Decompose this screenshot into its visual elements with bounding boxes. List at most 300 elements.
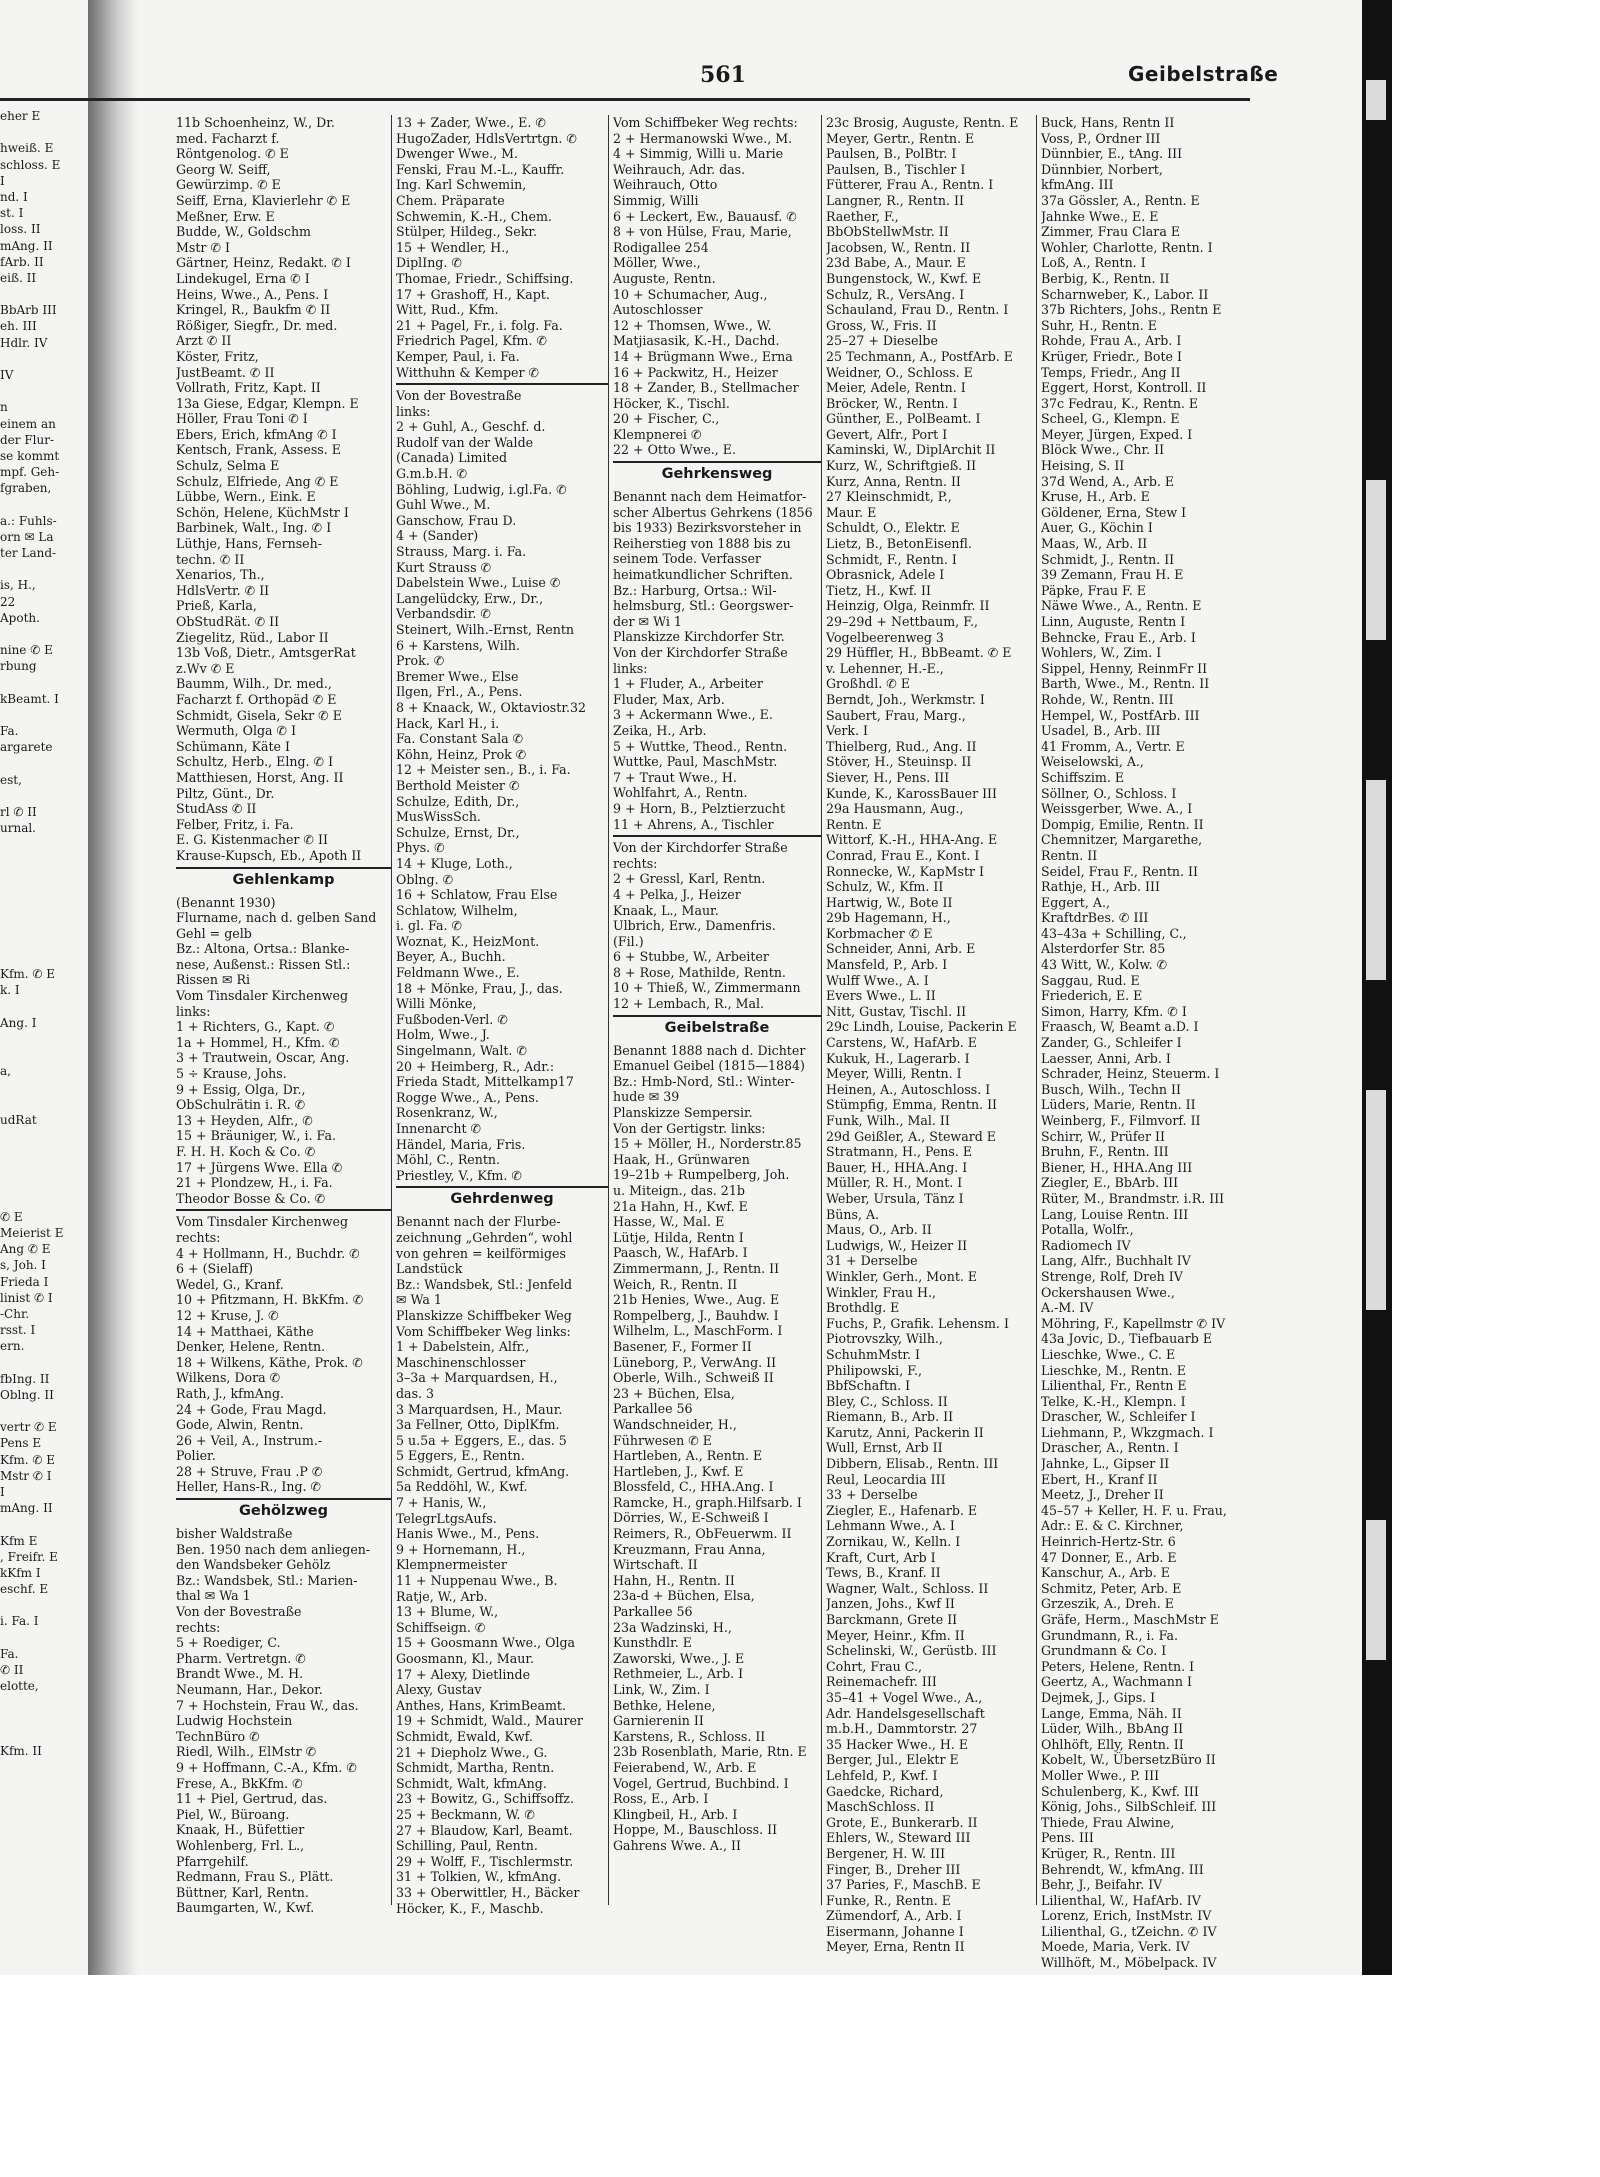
directory-entry: Chemnitzer, Margarethe,	[1041, 832, 1203, 848]
directory-entry: Geertz, A., Wachmann I	[1041, 1674, 1192, 1690]
directory-entry: Tietz, H., Kwf. II	[826, 582, 931, 598]
directory-entry: Raether, F.,	[826, 208, 899, 224]
directory-entry: 21 + Diepholz Wwe., G.	[396, 1744, 548, 1760]
directory-entry: Autoschlosser	[613, 302, 703, 318]
directory-entry: Meier, Adele, Rentn. I	[826, 380, 966, 396]
directory-entry: Lüder, Wilh., BbAng II	[1041, 1721, 1184, 1737]
directory-entry: Dwenger Wwe., M.	[396, 146, 519, 162]
directory-entry: Schulz, W., Kfm. II	[826, 879, 944, 895]
street-heading: Geibelstraße	[664, 1019, 770, 1036]
directory-entry: Dibbern, Elisab., Rentn. III	[826, 1456, 999, 1472]
directory-entry: 41 Fromm, A., Vertr. E	[1041, 738, 1185, 754]
directory-entry: Mansfeld, P., Arb. I	[826, 957, 948, 973]
fragment-line: eher E	[0, 109, 41, 123]
fragment-line	[0, 626, 86, 642]
directory-entry: 4 + Hollmann, H., Buchdr. ✆	[176, 1245, 360, 1261]
directory-column-1	[176, 115, 391, 1916]
directory-entry: Maus, O., Arb. II	[826, 1222, 932, 1238]
fragment-line: kKfm I	[0, 1565, 41, 1580]
directory-entry: 26 + Veil, A., Instrum.-	[176, 1432, 323, 1448]
directory-entry: 24 + Gode, Frau Magd.	[176, 1401, 327, 1417]
directory-entry: Ebers, Erich, kfmAng ✆ I	[176, 426, 337, 442]
directory-entry: Wuttke, Paul, MaschMstr.	[613, 754, 778, 770]
directory-entry: Gärtner, Heinz, Redakt. ✆ I	[176, 255, 351, 271]
directory-entry: Eggert, A.,	[1041, 894, 1110, 910]
running-head: Geibelstraße	[1128, 62, 1279, 86]
directory-entry: Schulenberg, K., Kwf. III	[1041, 1783, 1199, 1799]
directory-entry: Schrader, Heinz, Steuerm. I	[1041, 1066, 1220, 1082]
directory-entry: Günther, E., PolBeamt. I	[826, 411, 981, 427]
directory-entry: Lüthje, Hans, Fernseh-	[176, 536, 322, 552]
directory-entry: Schmidt, Martha, Rentn.	[396, 1760, 555, 1776]
fragment-line: eiß. II	[0, 270, 37, 285]
directory-entry: DiplIng. ✆	[396, 255, 462, 271]
directory-entry: Thielberg, Rud., Ang. II	[826, 738, 977, 754]
fragment-line: I	[0, 1484, 5, 1499]
directory-entry: Wandschneider, H.,	[613, 1416, 737, 1432]
directory-entry: Wohler, Charlotte, Rentn. I	[1041, 239, 1213, 255]
fragment-line	[0, 1727, 86, 1743]
directory-entry: Lilienthal, W., HafArb. IV	[1041, 1892, 1201, 1908]
directory-entry: 4 + (Sander)	[396, 528, 479, 544]
directory-entry: Wulff Wwe., A. I	[826, 972, 929, 988]
directory-entry: Cohrt, Frau C.,	[826, 1658, 922, 1674]
directory-entry: 5a Reddöhl, W., Kwf.	[396, 1479, 528, 1495]
directory-entry: Barbinek, Walt., Ing. ✆ I	[176, 520, 332, 536]
fragment-line: Ang ✆ E	[0, 1242, 51, 1257]
fragment-line: rl ✆ II	[0, 805, 37, 820]
directory-entry: Wull, Ernst, Arb II	[826, 1440, 943, 1456]
directory-entry: Näwe Wwe., A., Rentn. E	[1041, 598, 1202, 614]
directory-column-4	[826, 115, 1036, 1955]
book-gutter	[88, 0, 138, 1975]
fragment-line	[0, 497, 86, 513]
fragment-line: Apoth.	[0, 610, 40, 625]
directory-entry: Zander, G., Schleifer I	[1041, 1035, 1182, 1051]
fragment-line	[0, 885, 86, 901]
directory-entry: Piel, W., Büroang.	[176, 1806, 290, 1822]
directory-entry: 37d Wend, A., Arb. E	[1041, 473, 1175, 489]
directory-entry: Rathje, H., Arb. III	[1041, 879, 1160, 895]
fragment-line: IV	[0, 368, 14, 382]
directory-entry: König, Johs., SilbSchleif. III	[1041, 1799, 1217, 1815]
directory-entry: Ratje, W., Arb.	[396, 1588, 488, 1604]
directory-entry: Lindekugel, Erna ✆ I	[176, 270, 310, 286]
directory-entry: Evers Wwe., L. II	[826, 988, 936, 1004]
directory-entry: Höcker, K., F., Maschb.	[396, 1900, 544, 1916]
directory-entry: Hack, Karl H., i.	[396, 715, 500, 731]
directory-entry: Woznat, K., HeizMont.	[396, 933, 540, 949]
directory-entry: Sippel, Henny, ReinmFr II	[1041, 660, 1208, 676]
directory-entry: Schmidt, J., Rentn. II	[1041, 551, 1175, 567]
directory-entry: Wohlers, W., Zim. I	[1041, 645, 1162, 661]
directory-entry: Reinemachefr. III	[826, 1674, 937, 1690]
section-rule	[613, 1015, 821, 1017]
directory-entry: ✉ Wa 1	[396, 1292, 442, 1308]
directory-entry: 23d Babe, A., Maur. E	[826, 255, 966, 271]
directory-entry: Busch, Wilh., Techn II	[1041, 1081, 1182, 1097]
directory-entry: Barckmann, Grete II	[826, 1612, 958, 1627]
directory-entry: Prieß, Karla,	[176, 598, 257, 614]
fragment-line: fbIng. II	[0, 1371, 50, 1386]
directory-entry: 27 Kleinschmidt, P.,	[826, 489, 952, 505]
directory-entry: 47 Donner, E., Arb. E	[1041, 1549, 1177, 1565]
directory-entry: Adr. Handelsgesellschaft	[826, 1705, 985, 1721]
directory-entry: Gevert, Alfr., Port I	[826, 426, 948, 442]
directory-entry: Thiede, Frau Alwine,	[1041, 1814, 1175, 1830]
directory-entry: Knaak, H., Büfettier	[176, 1822, 305, 1838]
directory-entry: 5 + Wuttke, Theod., Rentn.	[613, 738, 788, 754]
directory-entry: 19 + Schmidt, Wald., Maurer	[396, 1713, 583, 1729]
directory-entry: Müller, R. H., Mont. I	[826, 1175, 963, 1191]
fragment-line	[0, 756, 86, 772]
section-rule	[613, 461, 821, 463]
fragment-line: Kfm E	[0, 1533, 38, 1548]
fragment-line: Oblng. II	[0, 1387, 54, 1402]
directory-entry: Dünnbier, Norbert,	[1041, 161, 1163, 177]
directory-entry: Lieschke, M., Rentn. E	[1041, 1362, 1186, 1378]
directory-entry: Pharm. Vertretgn. ✆	[176, 1650, 306, 1666]
directory-entry: 35–41 + Vogel Wwe., A.,	[826, 1689, 983, 1705]
directory-entry: Höller, Frau Toni ✆ I	[176, 411, 308, 427]
directory-entry: 1 + Dabelstein, Alfr.,	[396, 1339, 530, 1355]
directory-entry: 12 + Lembach, R., Mal.	[613, 996, 765, 1012]
directory-entry: Finger, B., Dreher III	[826, 1861, 961, 1877]
directory-entry: Maschinenschlosser	[396, 1354, 526, 1370]
directory-entry: Bz.: Wandsbek, Stl.: Jenfeld	[396, 1276, 573, 1292]
directory-entry: Knaak, L., Maur.	[613, 902, 719, 918]
directory-entry: Usadel, B., Arb. III	[1041, 723, 1161, 739]
directory-entry: 11 + Ahrens, A., Tischler	[613, 816, 774, 832]
directory-entry: Stümpfig, Emma, Rentn. II	[826, 1097, 998, 1113]
directory-entry: Heising, S. II	[1041, 458, 1125, 474]
street-heading: Gehrkensweg	[661, 466, 773, 483]
directory-entry: Kraft, Curt, Arb I	[826, 1549, 936, 1565]
directory-entry: Dompig, Emilie, Rentn. II	[1041, 816, 1204, 832]
directory-entry: Weihrauch, Adr. das.	[613, 161, 746, 177]
directory-entry: Paasch, W., HafArb. I	[613, 1245, 748, 1261]
fragment-line: 22	[0, 594, 16, 609]
directory-entry: Weber, Ursula, Tänz I	[826, 1190, 964, 1206]
directory-entry: Schulz, Selma E	[176, 458, 280, 474]
directory-entry: Bz.: Harburg, Ortsa.: Wil-	[613, 582, 777, 598]
directory-entry: Landstück	[396, 1261, 463, 1277]
directory-entry: 43a Jovic, D., Tiefbauarb E	[1041, 1331, 1213, 1347]
directory-entry: 6 + Karstens, Wilh.	[396, 637, 520, 653]
directory-entry: bisher Waldstraße	[176, 1526, 293, 1542]
directory-entry: 23 + Bowitz, G., Schiffsoffz.	[396, 1791, 574, 1807]
directory-entry: Schmidt, Ewald, Kwf.	[396, 1728, 533, 1744]
directory-entry: Kruse, H., Arb. E	[1041, 489, 1150, 505]
directory-entry: 2 + Gressl, Karl, Rentn.	[613, 871, 766, 887]
directory-entry: Bröcker, W., Rentn. I	[826, 395, 958, 411]
directory-entry: heimatkundlicher Schriften.	[613, 567, 793, 583]
directory-entry: Zimmermann, J., Rentn. II	[613, 1260, 780, 1276]
directory-entry: Wilhelm, L., MaschForm. I	[613, 1323, 783, 1339]
fragment-line	[0, 901, 86, 917]
directory-entry: 7 + Hanis, W.,	[396, 1495, 487, 1511]
directory-entry: Chem. Präparate	[396, 192, 505, 208]
directory-entry: BbfSchaftn. I	[826, 1378, 911, 1394]
directory-entry: Temps, Friedr., Ang II	[1041, 364, 1181, 380]
directory-entry: Paulsen, B., PolBtr. I	[826, 146, 957, 162]
directory-entry: 29 Hüffler, H., BbBeamt. ✆ E	[826, 645, 1012, 661]
directory-entry: Willi Mönke,	[396, 996, 477, 1012]
directory-entry: Feierabend, W., Arb. E	[613, 1759, 757, 1775]
directory-entry: Vollrath, Fritz, Kapt. II	[176, 380, 321, 396]
directory-entry: Rosenkranz, W.,	[396, 1105, 498, 1121]
directory-entry: Oberle, Wilh., Schweiß II	[613, 1370, 774, 1386]
directory-entry: Rissen ✉ Ri	[176, 972, 251, 988]
fragment-line: udRat	[0, 1112, 37, 1127]
directory-entry: Ziegler, E., Hafenarb. E	[826, 1502, 978, 1518]
directory-entry: 22 + Otto Wwe., E.	[613, 442, 736, 458]
directory-entry: Bz.: Hmb-Nord, Stl.: Winter-	[613, 1073, 795, 1089]
directory-entry: Pfarrgehilf.	[176, 1853, 249, 1869]
directory-entry: Drascher, W., Schleifer I	[1041, 1409, 1196, 1425]
directory-entry: Dünnbier, E., tAng. III	[1041, 146, 1183, 162]
directory-entry: Witt, Rud., Kfm.	[396, 302, 499, 318]
directory-entry: Matthiesen, Horst, Ang. II	[176, 769, 344, 785]
directory-entry: Schlatow, Wilhelm,	[396, 902, 518, 918]
directory-entry: Baumm, Wilh., Dr. med.,	[176, 676, 332, 692]
directory-entry: Rodigallee 254	[613, 239, 709, 255]
directory-entry: Stülper, Hildeg., Sekr.	[396, 224, 537, 240]
directory-entry: Blöck Wwe., Chr. II	[1041, 442, 1165, 458]
directory-entry: Lieschke, Wwe., C. E	[1041, 1346, 1176, 1362]
fragment-line: st. I	[0, 206, 24, 221]
directory-entry: Schön, Helene, KüchMstr I	[176, 504, 349, 520]
column-divider	[608, 115, 609, 1905]
directory-entry: Reul, Leocardia III	[826, 1471, 946, 1487]
fragment-line	[0, 351, 86, 367]
directory-entry: Planskizze Sempersir.	[613, 1105, 753, 1121]
directory-entry: Kurz, W., Schriftgieß. II	[826, 458, 977, 474]
directory-entry: Jacobsen, W., Rentn. II	[826, 239, 971, 255]
directory-entry: Rohde, Frau A., Arb. I	[1041, 333, 1182, 349]
directory-entry: Gode, Alwin, Rentn.	[176, 1417, 304, 1433]
directory-entry: Berbig, K., Rentn. II	[1041, 270, 1170, 286]
directory-entry: Brandt Wwe., M. H.	[176, 1666, 304, 1682]
directory-entry: HugoZader, HdlsVertrtgn. ✆	[396, 130, 577, 146]
directory-entry: Theodor Bosse & Co. ✆	[176, 1190, 326, 1206]
directory-entry: Päpke, Frau F. E	[1041, 582, 1146, 598]
directory-entry: Goosmann, Kl., Maur.	[396, 1651, 534, 1666]
directory-entry: F. H. H. Koch & Co. ✆	[176, 1144, 316, 1159]
directory-entry: Guhl Wwe., M.	[396, 497, 491, 513]
directory-entry: Gahrens Wwe. A., II	[613, 1837, 741, 1853]
directory-entry: Ing. Karl Schwemin,	[396, 177, 527, 193]
fragment-line	[0, 1193, 86, 1209]
directory-entry: Kunsthdlr. E	[613, 1635, 692, 1651]
directory-entry: Schiffseign. ✆	[396, 1619, 486, 1635]
directory-entry: MaschSchloss. II	[826, 1799, 935, 1815]
fragment-line	[0, 853, 86, 869]
directory-entry: 14 + Brügmann Wwe., Erna	[613, 348, 793, 364]
directory-entry: Fußboden-Verl. ✆	[396, 1011, 508, 1027]
fragment-line	[0, 934, 86, 950]
directory-entry: Karutz, Anni, Packerin II	[826, 1424, 984, 1440]
directory-entry: Möhl, C., Rentn.	[396, 1152, 501, 1168]
directory-entry: 8 + Knaack, W., Oktaviostr.32	[396, 699, 586, 715]
directory-entry: Führwesen ✆ E	[613, 1432, 712, 1448]
fragment-line	[0, 1516, 86, 1532]
directory-entry: Wohlfahrt, A., Rentn.	[613, 785, 748, 801]
directory-entry: Ockershausen Wwe.,	[1041, 1284, 1175, 1300]
directory-entry: Grzeszik, A., Dreh. E	[1041, 1596, 1174, 1612]
fragment-line: elotte,	[0, 1679, 39, 1694]
directory-entry: Von der Kirchdorfer Straße	[613, 645, 788, 660]
directory-entry: StudAss ✆ II	[176, 801, 257, 817]
directory-entry: Simmig, Willi	[613, 192, 699, 208]
street-heading: Gehölzweg	[238, 1503, 329, 1520]
directory-entry: 3 + Ackermann Wwe., E.	[613, 707, 773, 723]
directory-entry: 39 Zemann, Frau H. E	[1041, 567, 1184, 583]
directory-entry: Emanuel Geibel (1815—1884)	[613, 1058, 805, 1074]
directory-entry: 7 + Hochstein, Frau W., das.	[176, 1697, 359, 1713]
directory-entry: links:	[176, 1003, 211, 1019]
directory-entry: Priestley, V., Kfm. ✆	[396, 1167, 522, 1183]
fragment-line: Pens E	[0, 1436, 42, 1451]
directory-entry: Witthuhn & Kemper ✆	[396, 364, 540, 380]
directory-entry: Dörries, W., E-Schweiß I	[613, 1510, 769, 1526]
fragment-line	[0, 286, 86, 302]
directory-entry: Buck, Hans, Rentn II	[1041, 115, 1175, 130]
directory-entry: Prok. ✆	[396, 653, 445, 669]
directory-entry: Berthold Meister ✆	[396, 777, 520, 793]
fragment-line: mpf. Geh-	[0, 465, 60, 480]
directory-entry: 4 + Pelka, J., Heizer	[613, 886, 741, 902]
directory-entry: Siever, H., Pens. III	[826, 769, 950, 785]
directory-entry: Wermuth, Olga ✆ I	[176, 723, 297, 739]
directory-entry: Schmidt, Gertrud, kfmAng.	[396, 1463, 570, 1479]
directory-entry: Behrendt, W., kfmAng. III	[1041, 1861, 1204, 1877]
directory-entry: 9 + Essig, Olga, Dr.,	[176, 1081, 306, 1097]
directory-entry: Ilgen, Frl., A., Pens.	[396, 684, 523, 700]
directory-entry: Eisermann, Johanne I	[826, 1923, 964, 1939]
fragment-line: ✆ II	[0, 1663, 24, 1677]
directory-entry: Göldener, Erna, Stew I	[1041, 504, 1187, 520]
directory-entry: Seiff, Erna, Klavierlehr ✆ E	[176, 192, 351, 208]
directory-entry: 33 + Derselbe	[826, 1487, 918, 1503]
directory-entry: 5 u.5a + Eggers, E., das. 5	[396, 1432, 567, 1448]
directory-entry: Haak, H., Grünwaren	[613, 1151, 750, 1167]
directory-entry: zeichnung „Gehrden“, wohl	[396, 1229, 573, 1245]
directory-entry: 3 Marquardsen, H., Maur.	[396, 1401, 563, 1417]
directory-entry: (Benannt 1930)	[176, 894, 276, 910]
directory-entry: 4 + Simmig, Willi u. Marie	[613, 146, 784, 162]
fragment-line	[0, 124, 86, 140]
left-page-fragment	[0, 108, 86, 1759]
directory-entry: 14 + Matthaei, Käthe	[176, 1323, 314, 1339]
directory-entry: G.m.b.H. ✆	[396, 466, 468, 482]
directory-entry: Thomae, Friedr., Schiffsing.	[396, 270, 574, 286]
directory-entry: 33 + Oberwittler, H., Bäcker	[396, 1884, 580, 1900]
section-rule	[176, 867, 391, 869]
directory-entry: Schelinski, W., Gerüstb. III	[826, 1643, 997, 1659]
directory-entry: kfmAng. III	[1041, 177, 1114, 193]
directory-entry: Heinen, A., Autoschloss. I	[826, 1081, 991, 1097]
fragment-line: nd. I	[0, 189, 28, 204]
directory-entry: 1 + Fluder, A., Arbeiter	[613, 676, 763, 692]
directory-entry: Meyer, Gertr., Rentn. E	[826, 130, 975, 146]
directory-entry: 27 + Blaudow, Karl, Beamt.	[396, 1822, 573, 1838]
fragment-line: Hdlr. IV	[0, 335, 48, 350]
directory-entry: 11b Schoenheinz, W., Dr.	[176, 115, 335, 130]
directory-entry: 31 + Derselbe	[826, 1253, 918, 1269]
directory-entry: Georg W. Seiff,	[176, 161, 271, 177]
directory-column-3	[613, 115, 821, 1854]
directory-entry: Vogelbeerenweg 3	[826, 629, 944, 645]
directory-entry: JustBeamt. ✆ II	[176, 364, 275, 380]
directory-entry: Von der Bovestraße	[176, 1604, 302, 1620]
directory-entry: Wilkens, Dora ✆	[176, 1370, 281, 1386]
fragment-line	[0, 869, 86, 885]
directory-entry: 16 + Packwitz, H., Heizer	[613, 364, 778, 380]
directory-entry: Kurz, Anna, Rentn. II	[826, 473, 961, 489]
fragment-line: , Freifr. E	[0, 1549, 58, 1564]
directory-entry: Dejmek, J., Gips. I	[1041, 1689, 1156, 1705]
directory-entry: Frese, A., BkKfm. ✆	[176, 1775, 303, 1791]
directory-entry: Heller, Hans-R., Ing. ✆	[176, 1479, 322, 1495]
directory-entry: Schilling, Paul, Rentn.	[396, 1838, 538, 1854]
directory-entry: 43–43a + Schilling, C.,	[1041, 925, 1187, 941]
directory-entry: links:	[613, 660, 648, 676]
directory-entry: thal ✉ Wa 1	[176, 1588, 251, 1604]
directory-entry: Schmitz, Peter, Arb. E	[1041, 1580, 1182, 1596]
directory-entry: 9 + Horn, B., Pelztierzucht	[613, 800, 786, 816]
directory-entry: Kemper, Paul, i. Fa.	[396, 348, 520, 364]
directory-entry: Weich, R., Rentn. II	[613, 1276, 738, 1292]
directory-entry: Kaminski, W., DiplArchit II	[826, 442, 996, 458]
fragment-line: Kfm. ✆ E	[0, 1452, 56, 1467]
fragment-line: fArb. II	[0, 254, 44, 269]
directory-entry: Schmidt, Gisela, Sekr ✆ E	[176, 707, 342, 723]
directory-entry: Rentn. E	[826, 816, 882, 832]
directory-entry: Gaedcke, Richard,	[826, 1783, 944, 1799]
directory-entry: Lehfeld, P., Kwf. I	[826, 1767, 938, 1783]
directory-entry: Bauer, H., HHA.Ang. I	[826, 1159, 968, 1175]
directory-entry: Berndt, Joh., Werkmstr. I	[826, 691, 985, 707]
directory-entry: der ✉ Wi 1	[613, 613, 682, 629]
section-rule	[396, 383, 608, 385]
fragment-line: Meierist E	[0, 1225, 64, 1240]
directory-entry: Rentn. II	[1041, 847, 1098, 863]
directory-entry: Planskizze Kirchdorfer Str.	[613, 629, 785, 645]
directory-entry: 23 + Büchen, Elsa,	[613, 1385, 735, 1401]
directory-entry: Jahnke Wwe., E. E	[1041, 208, 1159, 224]
directory-entry: 17 + Grashoff, H., Kapt.	[396, 286, 550, 302]
directory-entry: 29d Geißler, A., Steward E	[826, 1128, 996, 1144]
directory-entry: Bruhn, F., Rentn. III	[1041, 1144, 1169, 1160]
directory-entry: 28 + Struve, Frau .P ✆	[176, 1463, 323, 1479]
directory-entry: Berger, Jul., Elektr E	[826, 1752, 959, 1768]
directory-entry: Hartleben, A., Rentn. E	[613, 1448, 763, 1464]
directory-entry: Bergener, H. W. III	[826, 1845, 946, 1861]
directory-entry: Liehmann, P., Wkzgmach. I	[1041, 1424, 1214, 1440]
directory-entry: 11 + Nuppenau Wwe., B.	[396, 1573, 558, 1589]
directory-entry: Fütterer, Frau A., Rentn. I	[826, 177, 994, 193]
directory-entry: Gehl = gelb	[176, 925, 252, 941]
directory-entry: Alsterdorfer Str. 85	[1041, 941, 1166, 957]
directory-entry: techn. ✆ II	[176, 551, 245, 567]
fragment-line	[0, 1354, 86, 1370]
directory-entry: 29a Hausmann, Aug.,	[826, 801, 964, 817]
directory-entry: 20 + Fischer, C.,	[613, 411, 720, 427]
directory-entry: Meyer, Willi, Rentn. I	[826, 1066, 962, 1082]
fragment-line	[0, 1597, 86, 1613]
directory-entry: Benannt nach dem Heimatfor-	[613, 489, 807, 505]
